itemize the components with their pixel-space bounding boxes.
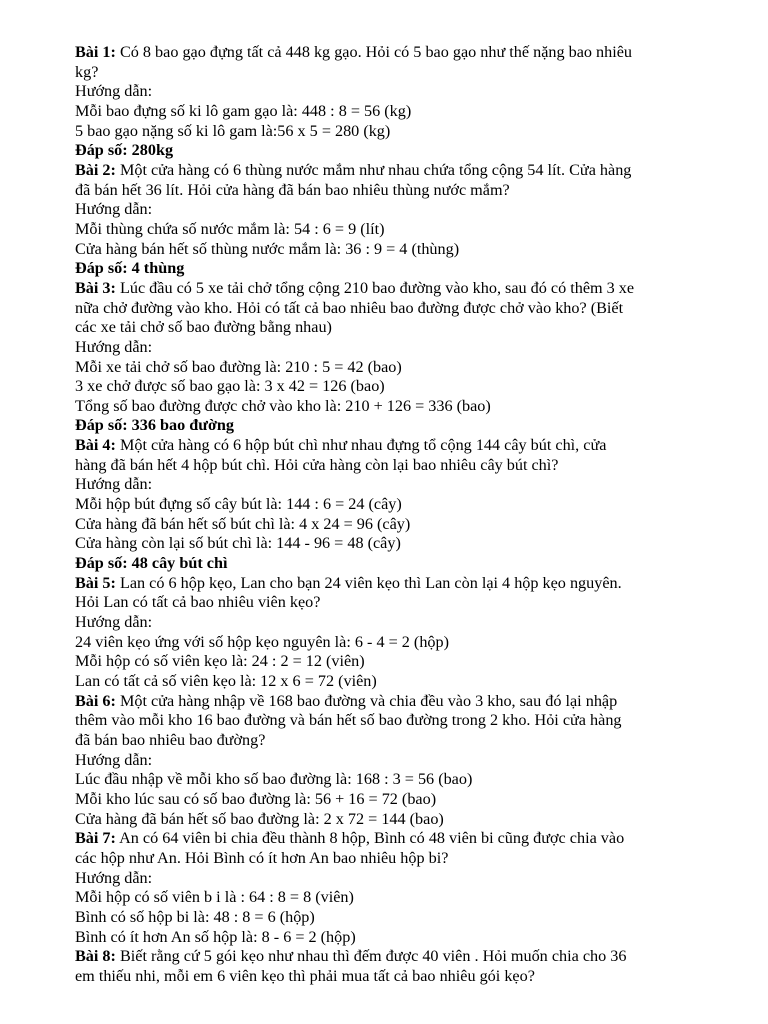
exercise-block (75, 829, 703, 947)
answer-line: Đáp số: 336 bao đường (75, 416, 235, 435)
exercise-question-first-line (75, 574, 703, 594)
guide-heading: Hướng dẫn: (75, 200, 153, 219)
exercise-label: Bài 5: (75, 573, 116, 592)
exercise-question-text: đã bán bao nhiêu bao đường? (75, 730, 266, 749)
exercise-question-line (75, 849, 703, 869)
exercise-label: Bài 2: (75, 160, 116, 179)
exercise-question-first-line (75, 947, 703, 967)
solution-step: Mỗi xe tải chở số bao đường là: 210 : 5 = 42 (bao) (75, 357, 402, 376)
exercise-question-text: Một cửa hàng có 6 hộp bút chì như nhau đựng tổ cộng 144 cây bút chì, cửa (115, 436, 607, 455)
exercise-question-line (75, 967, 703, 987)
solution-step: Bình có số hộp bi là: 48 : 8 = 6 (hộp) (75, 907, 315, 926)
exercise-label: Bài 3: (75, 278, 116, 297)
exercise-question-first-line (75, 43, 703, 63)
exercise-question-text: Hỏi Lan có tất cả bao nhiêu viên kẹo? (75, 593, 321, 612)
answer-line: Đáp số: 280kg (75, 141, 174, 160)
exercise-question-line (75, 711, 703, 731)
answer-line: Đáp số: 48 cây bút chì (75, 554, 228, 573)
exercise-question-text: các hộp như An. Hỏi Bình có ít hơn An bao nhiêu hộp bi? (75, 848, 449, 867)
exercise-label: Bài 4: (75, 436, 116, 455)
exercise-block (75, 692, 703, 830)
exercise-block (75, 574, 703, 692)
exercise-question-text: Lúc đầu có 5 xe tải chở tổng cộng 210 bao đường vào kho, sau đó có thêm 3 xe (115, 278, 635, 297)
exercise-question-first-line (75, 161, 703, 181)
solution-step: Mỗi thùng chứa số nước mắm là: 54 : 6 = 9 (lít) (75, 219, 385, 238)
exercise-label: Bài 8: (75, 947, 116, 966)
guide-heading: Hướng dẫn: (75, 337, 153, 356)
exercise-question-text: Lan có 6 hộp kẹo, Lan cho bạn 24 viên kẹo thì Lan còn lại 4 hộp kẹo nguyên. (115, 573, 622, 592)
solution-step: Tổng số bao đường được chở vào kho là: 210 + 126 = 336 (bao) (75, 396, 491, 415)
exercise-question-text: Một cửa hàng có 6 thùng nước mắm như nhau chứa tổng cộng 54 lít. Cửa hàng (115, 160, 632, 179)
answer-line: Đáp số: 4 thùng (75, 259, 185, 278)
exercise-block (75, 43, 703, 161)
exercise-question-text: Một cửa hàng nhập về 168 bao đường và chia đều vào 3 kho, sau đó lại nhập (115, 691, 618, 710)
solution-step: Cửa hàng còn lại số bút chì là: 144 - 96 = 48 (cây) (75, 534, 401, 553)
guide-heading: Hướng dẫn: (75, 82, 153, 101)
guide-heading: Hướng dẫn: (75, 475, 153, 494)
solution-step: Lan có tất cả số viên kẹo là: 12 x 6 = 72 (viên) (75, 672, 377, 690)
exercise-question-text: các xe tải chở số bao đường bằng nhau) (75, 318, 332, 337)
exercise-question-line (75, 593, 703, 613)
solution-step: Mỗi hộp có số viên kẹo là: 24 : 2 = 12 (viên) (75, 652, 365, 671)
exercise-question-line (75, 181, 703, 201)
solution-step: Mỗi kho lúc sau có số bao đường là: 56 + 16 = 72 (bao) (75, 789, 437, 808)
exercise-label: Bài 1: (75, 43, 116, 61)
exercise-question-text: Có 8 bao gạo đựng tất cả 448 kg gạo. Hỏi có 5 bao gạo như thế nặng bao nhiêu (115, 43, 633, 61)
exercise-question-line (75, 299, 703, 319)
solution-step: 3 xe chở được số bao gạo là: 3 x 42 = 126 (bao) (75, 377, 385, 396)
solution-step: Cửa hàng bán hết số thùng nước mắm là: 36 : 9 = 4 (thùng) (75, 239, 460, 258)
exercise-question-first-line (75, 692, 703, 712)
exercise-question-first-line (75, 436, 703, 456)
guide-heading: Hướng dẫn: (75, 750, 153, 769)
guide-heading: Hướng dẫn: (75, 613, 153, 632)
solution-step: Mỗi hộp có số viên b i là : 64 : 8 = 8 (viên) (75, 888, 354, 907)
exercise-label: Bài 6: (75, 691, 116, 710)
exercise-block (75, 436, 703, 574)
exercise-question-text: kg? (75, 62, 99, 81)
guide-heading: Hướng dẫn: (75, 868, 153, 887)
exercise-question-text: An có 64 viên bi chia đều thành 8 hộp, Bình có 48 viên bi cũng được chia vào (115, 829, 625, 848)
exercise-question-line (75, 63, 703, 83)
exercise-question-text: đã bán hết 36 lít. Hỏi cửa hàng đã bán bao nhiêu thùng nước mắm? (75, 180, 510, 199)
exercise-block (75, 279, 703, 436)
exercise-label: Bài 7: (75, 829, 116, 848)
exercise-question-line (75, 456, 703, 476)
document-page (75, 43, 703, 987)
solution-step: 5 bao gạo nặng số ki lô gam là:56 x 5 = 280 (kg) (75, 121, 391, 140)
exercise-question-first-line (75, 279, 703, 299)
solution-step: Bình có ít hơn An số hộp là: 8 - 6 = 2 (hộp) (75, 927, 356, 946)
exercise-question-text: thêm vào mỗi kho 16 bao đường và bán hết số bao đường trong 2 kho. Hỏi cửa hàng (75, 711, 622, 730)
solution-step: Mỗi bao đựng số ki lô gam gạo là: 448 : 8 = 56 (kg) (75, 101, 412, 120)
exercise-question-first-line (75, 829, 703, 849)
exercise-question-text: hàng đã bán hết 4 hộp bút chì. Hỏi cửa hàng còn lại bao nhiêu cây bút chì? (75, 455, 559, 474)
exercise-question-text: Biết rằng cứ 5 gói kẹo như nhau thì đếm được 40 viên . Hỏi muốn chia cho 36 (115, 947, 627, 966)
solution-step: 24 viên kẹo ứng với số hộp kẹo nguyên là: 6 - 4 = 2 (hộp) (75, 632, 449, 651)
solution-step: Mỗi hộp bút đựng số cây bút là: 144 : 6 = 24 (cây) (75, 495, 402, 514)
solution-step: Cửa hàng đã bán hết số bút chì là: 4 x 24 = 96 (cây) (75, 514, 411, 533)
exercise-question-text: nữa chở đường vào kho. Hỏi có tất cả bao nhiêu bao đường được chở vào kho? (Biết (75, 298, 624, 317)
exercise-question-line (75, 731, 703, 751)
exercise-block (75, 947, 703, 986)
exercise-question-text: em thiếu nhi, mỗi em 6 viên kẹo thì phải mua tất cả bao nhiêu gói kẹo? (75, 966, 535, 985)
exercise-block (75, 161, 703, 279)
solution-step: Lúc đầu nhập về mỗi kho số bao đường là: 168 : 3 = 56 (bao) (75, 770, 473, 789)
exercise-question-line (75, 318, 703, 338)
solution-step: Cửa hàng đã bán hết số bao đường là: 2 x 72 = 144 (bao) (75, 809, 444, 828)
